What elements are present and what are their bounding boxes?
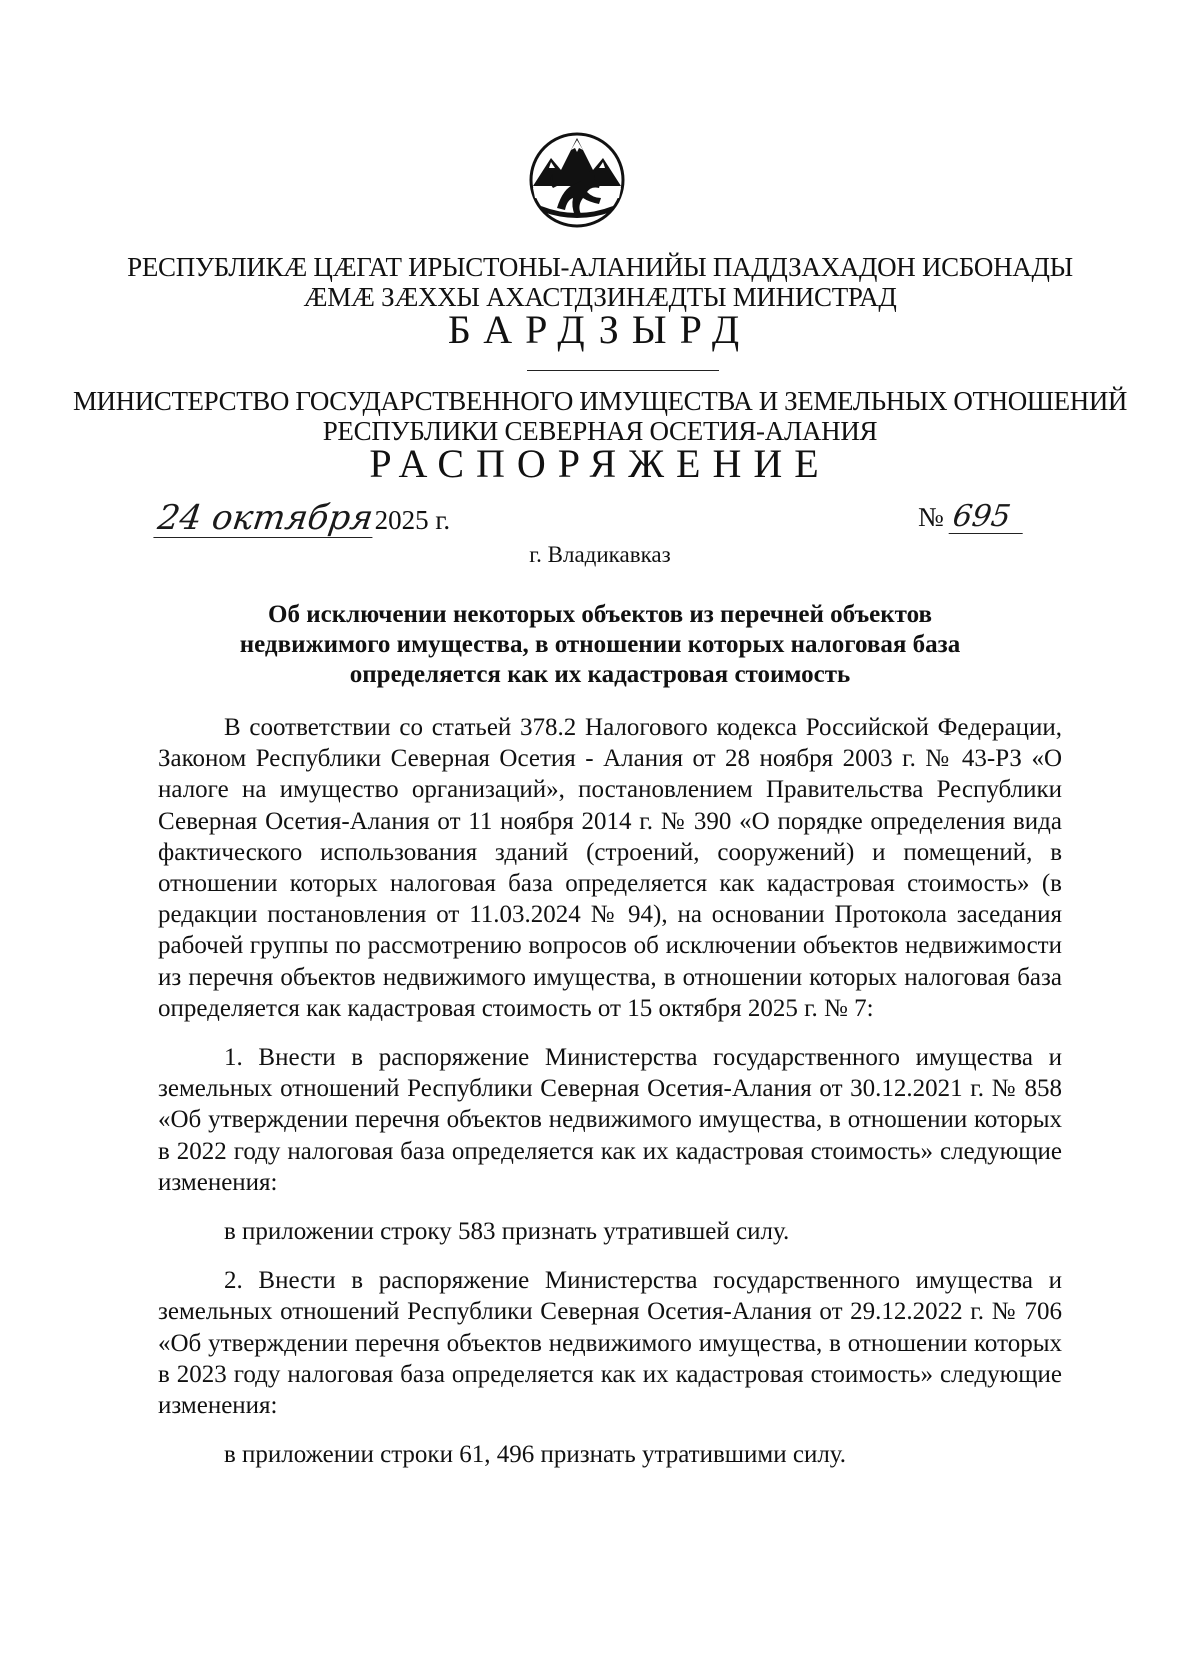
header-divider bbox=[527, 370, 719, 371]
subject-line-1: Об исключении некоторых объектов из перечней объектов bbox=[268, 601, 932, 628]
ossetian-document-type: БАРДЗЫРД bbox=[447, 307, 753, 352]
preamble-paragraph: В соответствии со статьей 378.2 Налогового кодекса Российской Федерации, Законом Республики Северная Осетия - Алания от 28 ноября 2003 г. № 43-РЗ «О налоге на имущество организаций», постановлением Правительства Республики Северная Осетия-Алания от 11 ноября 2014 г. № 390 «О порядке определения вида фактического использования зданий (строений, сооружений) и помещений, в отношении которых налоговая база определяется как кадастровая стоимость» (в редакции постановления от 11.03.2024 № 94), на основании Протокола заседания рабочей группы по рассмотрению вопросов об исключении объектов недвижимости из перечня объектов недвижимого имущества, в отношении которых налоговая база определяется как кадастровая стоимость от 15 октября 2025 г. № 7: bbox=[158, 714, 1062, 1022]
ossetian-ministry-line-2: ӔМӔ ЗӔХХЫ АХАСТДЗИНӔДТЫ МИНИСТРАД bbox=[303, 282, 897, 312]
russian-ministry-line-1: МИНИСТЕРСТВО ГОСУДАРСТВЕННОГО ИМУЩЕСТВА И ЗЕМЕЛЬНЫХ ОТНОШЕНИЙ bbox=[72, 386, 1128, 416]
coat-of-arms-icon bbox=[527, 128, 627, 230]
handwritten-number: 695 bbox=[948, 500, 1027, 534]
russian-document-type: РАСПОРЯЖЕНИЕ bbox=[369, 441, 831, 486]
document-number bbox=[918, 500, 1025, 534]
item-1-paragraph: 1. Внести в распоряжение Министерства государственного имущества и земельных отношений Республики Северная Осетия-Алания от 30.12.2021 г. № 858 «Об утверждении перечня объектов недвижимого имущества, в отношении которых в 2022 году налоговая база определяется как их кадастровая стоимость» следующие изменения: bbox=[158, 1044, 1062, 1196]
document-city: г. Владикавказ bbox=[529, 542, 671, 567]
item-2-change: в приложении строки 61, 496 признать утратившими силу. bbox=[224, 1441, 847, 1469]
handwritten-date: 24 октября bbox=[153, 500, 377, 538]
item-2-paragraph: 2. Внести в распоряжение Министерства государственного имущества и земельных отношений Республики Северная Осетия-Алания от 29.12.2022 г. № 706 «Об утверждении перечня объектов недвижимого имущества, в отношении которых в 2023 году налоговая база определяется как их кадастровая стоимость» следующие изменения: bbox=[158, 1267, 1062, 1420]
subject-line-3: определяется как их кадастровая стоимость bbox=[349, 661, 851, 688]
ossetian-ministry-line-1: РЕСПУБЛИКӔ ЦӔГАТ ИРЫСТОНЫ-АЛАНИЙЫ ПАДДЗАХАДОН ИСБОНАДЫ bbox=[127, 252, 1073, 282]
document-subject bbox=[200, 600, 1000, 690]
document-body bbox=[158, 712, 1062, 1488]
item-1-change: в приложении строку 583 признать утратившей силу. bbox=[224, 1218, 790, 1246]
russian-ministry-line-2: РЕСПУБЛИКИ СЕВЕРНАЯ ОСЕТИЯ-АЛАНИЯ bbox=[322, 416, 878, 446]
document-date bbox=[156, 500, 450, 538]
date-year: 2025 г. bbox=[374, 505, 451, 535]
subject-line-2: недвижимого имущества, в отношении которых налоговая база bbox=[239, 631, 961, 658]
number-label: № bbox=[918, 502, 944, 532]
